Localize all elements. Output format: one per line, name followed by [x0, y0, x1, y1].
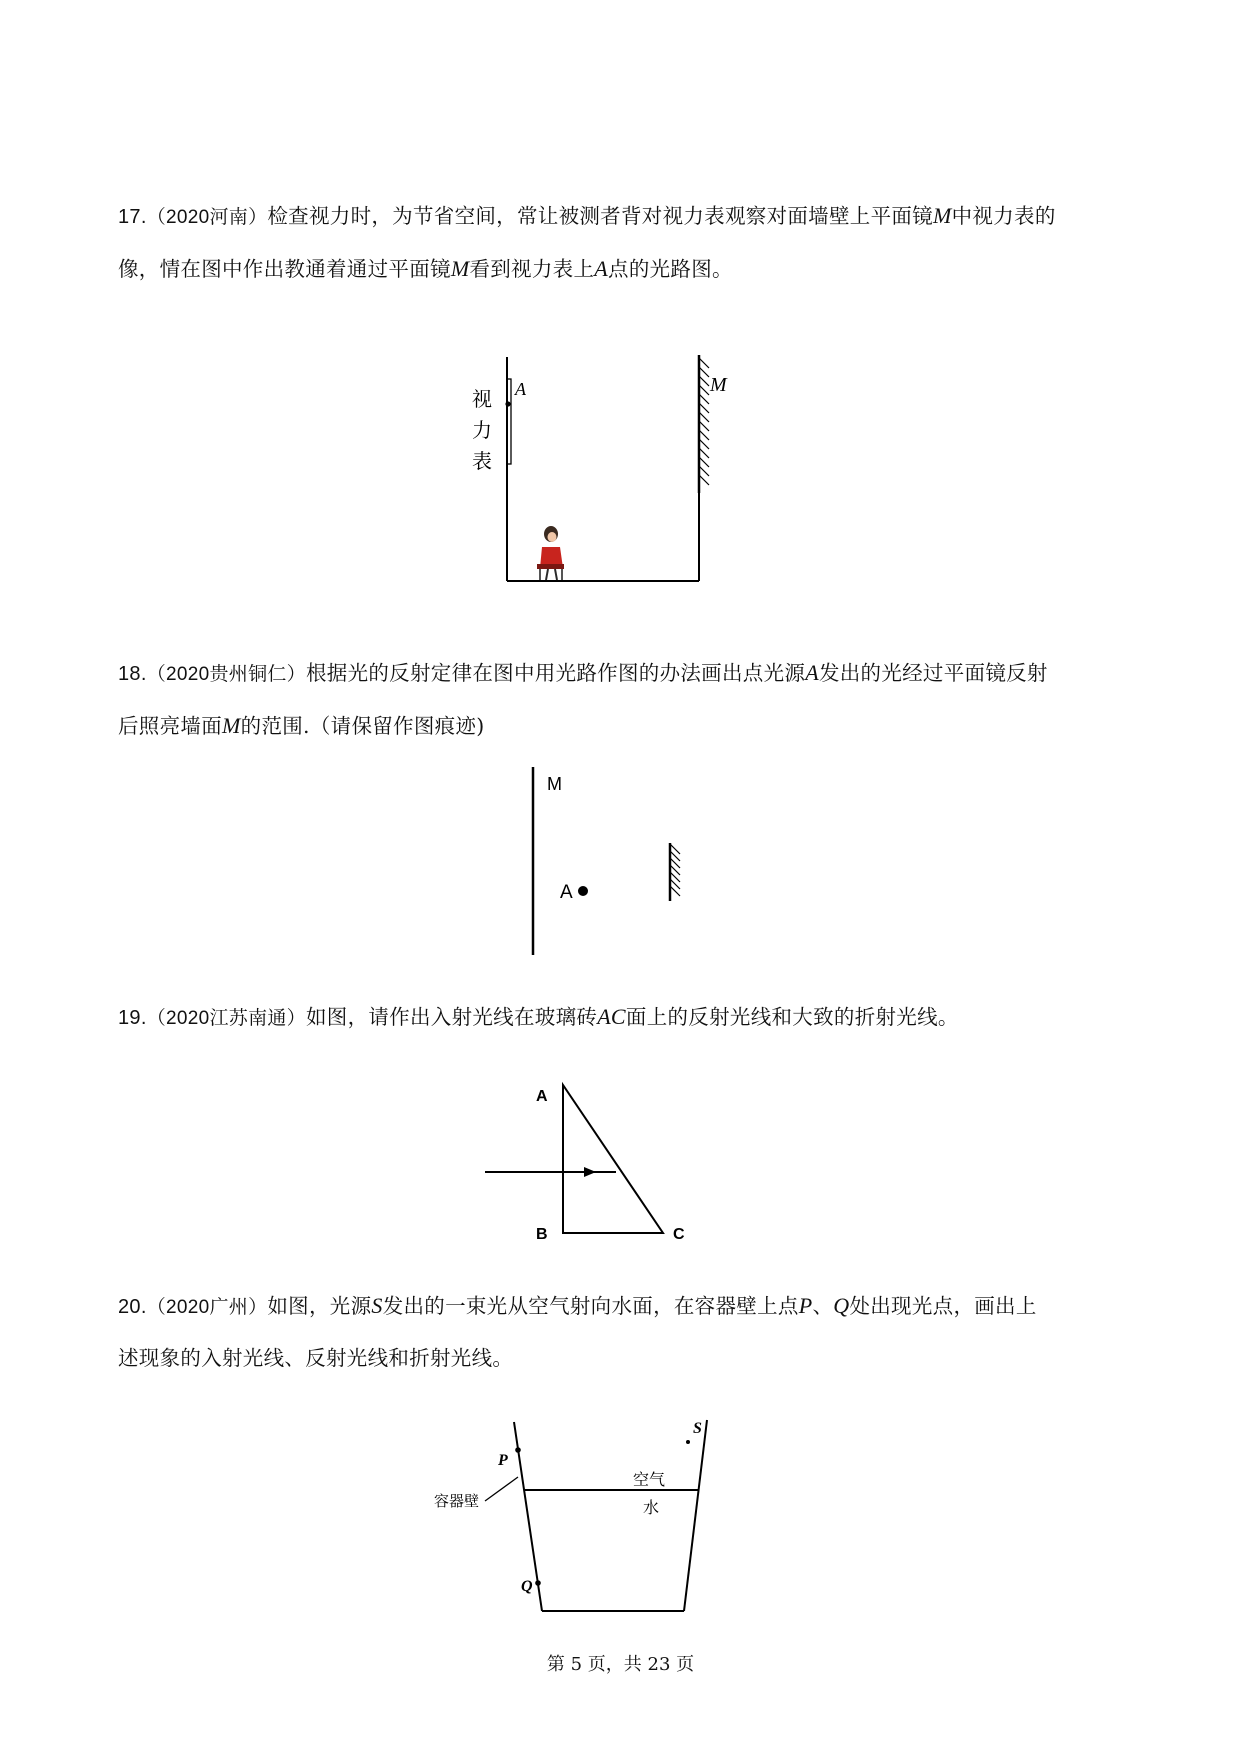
- vertex-a-label: A: [536, 1088, 548, 1105]
- mirror-hatching: [699, 358, 709, 485]
- mirror-m-label: M: [710, 374, 727, 396]
- air-label: 空气: [633, 1472, 666, 1489]
- question-text: 后照亮墙面: [118, 714, 222, 738]
- question-text: 点的光路图。: [608, 257, 733, 281]
- variable: S: [371, 1293, 383, 1318]
- point-a-label: A: [515, 379, 526, 399]
- point-a-marker: [505, 401, 510, 406]
- question-source: （2020江苏南通）: [146, 1008, 306, 1029]
- eye-chart-char-2: 力: [472, 420, 492, 442]
- variable: AC: [597, 1004, 626, 1029]
- water-label: 水: [643, 1500, 660, 1517]
- question-18-line-1: [118, 647, 1128, 700]
- question-17-line-2: [118, 243, 1128, 295]
- question-text: 像，情在图中作出教通着通过平面镜: [118, 257, 451, 281]
- question-number: 17.: [118, 206, 147, 228]
- question-source: （2020河南）: [146, 207, 268, 228]
- arrow-icon: [584, 1167, 596, 1177]
- glass-prism: [563, 1085, 663, 1233]
- question-text: 发出的一束光从空气射向水面，在容器壁上点: [382, 1294, 799, 1318]
- variable: A: [594, 256, 609, 281]
- point-p-label: P: [498, 1452, 508, 1469]
- wall-m-label: M: [547, 774, 562, 794]
- question-text: 处出现光点，画出上: [849, 1294, 1037, 1318]
- container-wall-label: 容器壁: [434, 1493, 480, 1510]
- figure-19: [480, 1075, 700, 1250]
- eye-chart-char-1: 视: [472, 389, 492, 411]
- vertex-b-label: B: [536, 1226, 548, 1243]
- question-18: [118, 647, 1128, 752]
- question-text: 面上的反射光线和大致的折射光线。: [625, 1005, 959, 1029]
- question-number: 20.: [118, 1296, 147, 1318]
- point-q-label: Q: [521, 1578, 533, 1595]
- point-a-label: A: [560, 882, 573, 903]
- question-20-line-1: [118, 1280, 1128, 1333]
- question-number: 19.: [118, 1007, 147, 1029]
- container-right-wall: [684, 1420, 707, 1611]
- question-17-line-1: [118, 190, 1128, 243]
- figure-18: [520, 760, 720, 960]
- eye-chart-char-3: 表: [472, 451, 492, 473]
- mirror-hatching: [670, 844, 680, 896]
- question-19: [118, 991, 1128, 1044]
- container-wall-pointer: [485, 1477, 518, 1501]
- question-text: 、: [812, 1294, 834, 1318]
- question-text: 看到视力表上: [469, 257, 595, 281]
- question-text: 如图，请作出入射光线在玻璃砖: [305, 1005, 598, 1029]
- variable: P: [798, 1293, 813, 1318]
- question-17: [118, 190, 1128, 295]
- point-q-marker: [535, 1580, 541, 1586]
- eye-chart-board: [507, 379, 511, 464]
- variable: M: [932, 203, 952, 228]
- figure-17: [440, 350, 760, 590]
- variable: M: [222, 713, 241, 738]
- question-20-line-2: [118, 1333, 1128, 1384]
- point-p-marker: [515, 1447, 521, 1453]
- page-footer: 第 5 页，共 23 页: [546, 1654, 695, 1675]
- question-source: （2020广州）: [146, 1297, 268, 1318]
- point-a-marker: [578, 886, 588, 896]
- question-source: （2020贵州铜仁）: [146, 664, 306, 685]
- vertex-c-label: C: [673, 1226, 685, 1243]
- source-s-label: S: [693, 1420, 702, 1437]
- question-text: 的范围.（请保留作图痕迹): [240, 714, 485, 738]
- question-text: 中视力表的: [951, 204, 1056, 228]
- question-18-line-2: [118, 700, 1128, 752]
- question-text: 发出的光经过平面镜反射: [818, 661, 1048, 685]
- question-text: 述现象的入射光线、反射光线和折射光线。: [118, 1346, 514, 1370]
- variable: Q: [833, 1293, 850, 1318]
- variable: M: [450, 256, 470, 281]
- question-text: 如图，光源: [267, 1294, 372, 1318]
- question-19-line-1: [118, 991, 1128, 1044]
- source-s-marker: [686, 1440, 690, 1444]
- variable: A: [805, 660, 819, 685]
- question-text: 检查视力时，为节省空间，常让被测者背对视力表观察对面墙壁上平面镜: [267, 204, 933, 228]
- person-icon: [537, 526, 564, 580]
- question-number: 18.: [118, 663, 147, 685]
- question-text: 根据光的反射定律在图中用光路作图的办法画出点光源: [305, 661, 806, 685]
- question-20: [118, 1280, 1128, 1384]
- figure-20: [430, 1405, 730, 1620]
